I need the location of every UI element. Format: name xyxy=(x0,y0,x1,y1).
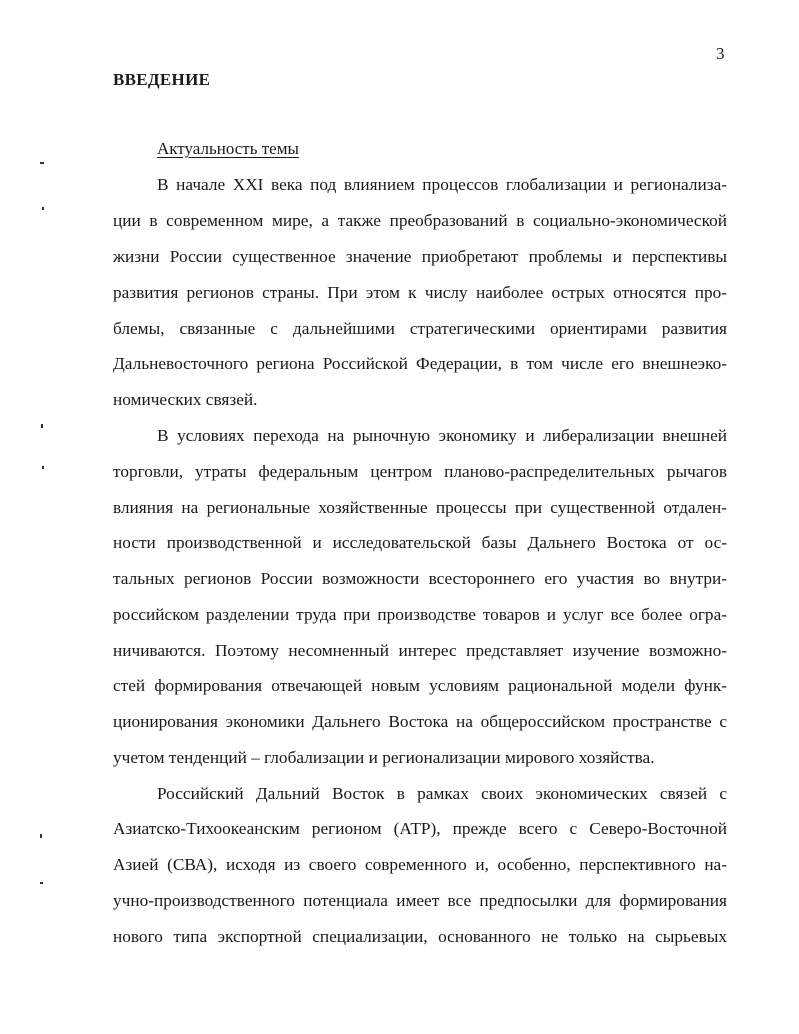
text-line: В условиях перехода на рыночную экономику и либерализации внешней xyxy=(157,426,727,445)
text-line: влияния на региональные хозяйственные процессы при существенной отдален- xyxy=(113,498,727,517)
text-line: В начале XXI века под влиянием процессов глобализации и регионализа- xyxy=(157,175,727,194)
text-line: российском разделении труда при производстве товаров и услуг все более огра- xyxy=(113,605,727,624)
text-line: развития регионов страны. При этом к числу наиболее острых относятся про- xyxy=(113,283,727,302)
text-line: тальных регионов России возможности всестороннего его участия во внутри- xyxy=(113,569,727,588)
scan-mark xyxy=(40,834,42,838)
text-line: ности производственной и исследовательской базы Дальнего Востока от ос- xyxy=(113,533,727,552)
text-line: номических связей. xyxy=(113,390,258,409)
scan-mark xyxy=(42,466,44,469)
subsection-heading: Актуальность темы xyxy=(157,139,299,158)
text-line: Российский Дальний Восток в рамках своих экономических связей с xyxy=(157,784,727,803)
section-heading: ВВЕДЕНИЕ xyxy=(113,70,211,89)
text-line: ционирования экономики Дальнего Востока на общероссийском пространстве с xyxy=(113,712,727,731)
text-line: жизни России существенное значение приобретают проблемы и перспективы xyxy=(113,247,727,266)
text-line: ции в современном мире, а также преобразований в социально-экономической xyxy=(113,211,727,230)
text-line: ничиваются. Поэтому несомненный интерес представляет изучение возможно- xyxy=(113,641,727,660)
text-line: Азиатско-Тихоокеанским регионом (АТР), прежде всего с Северо-Восточной xyxy=(113,819,727,838)
page-number: 3 xyxy=(716,44,725,63)
scan-mark xyxy=(40,162,44,164)
text-line: стей формирования отвечающей новым условиям рациональной модели функ- xyxy=(113,676,727,695)
text-line: Дальневосточного региона Российской Федерации, в том числе его внешнеэко- xyxy=(113,354,727,373)
scan-mark xyxy=(42,207,44,210)
scan-mark xyxy=(41,424,43,428)
text-line: нового типа экспортной специализации, основанного не только на сырьевых xyxy=(113,927,727,946)
text-line: учетом тенденций – глобализации и регионализации мирового хозяйства. xyxy=(113,748,655,767)
text-line: блемы, связанные с дальнейшими стратегическими ориентирами развития xyxy=(113,319,727,338)
text-line: Азией (СВА), исходя из своего современного и, особенно, перспективного на- xyxy=(113,855,727,874)
text-line: учно-производственного потенциала имеет все предпосылки для формирования xyxy=(113,891,727,910)
scan-mark xyxy=(40,882,43,884)
text-line: торговли, утраты федеральным центром планово-распределительных рычагов xyxy=(113,462,727,481)
